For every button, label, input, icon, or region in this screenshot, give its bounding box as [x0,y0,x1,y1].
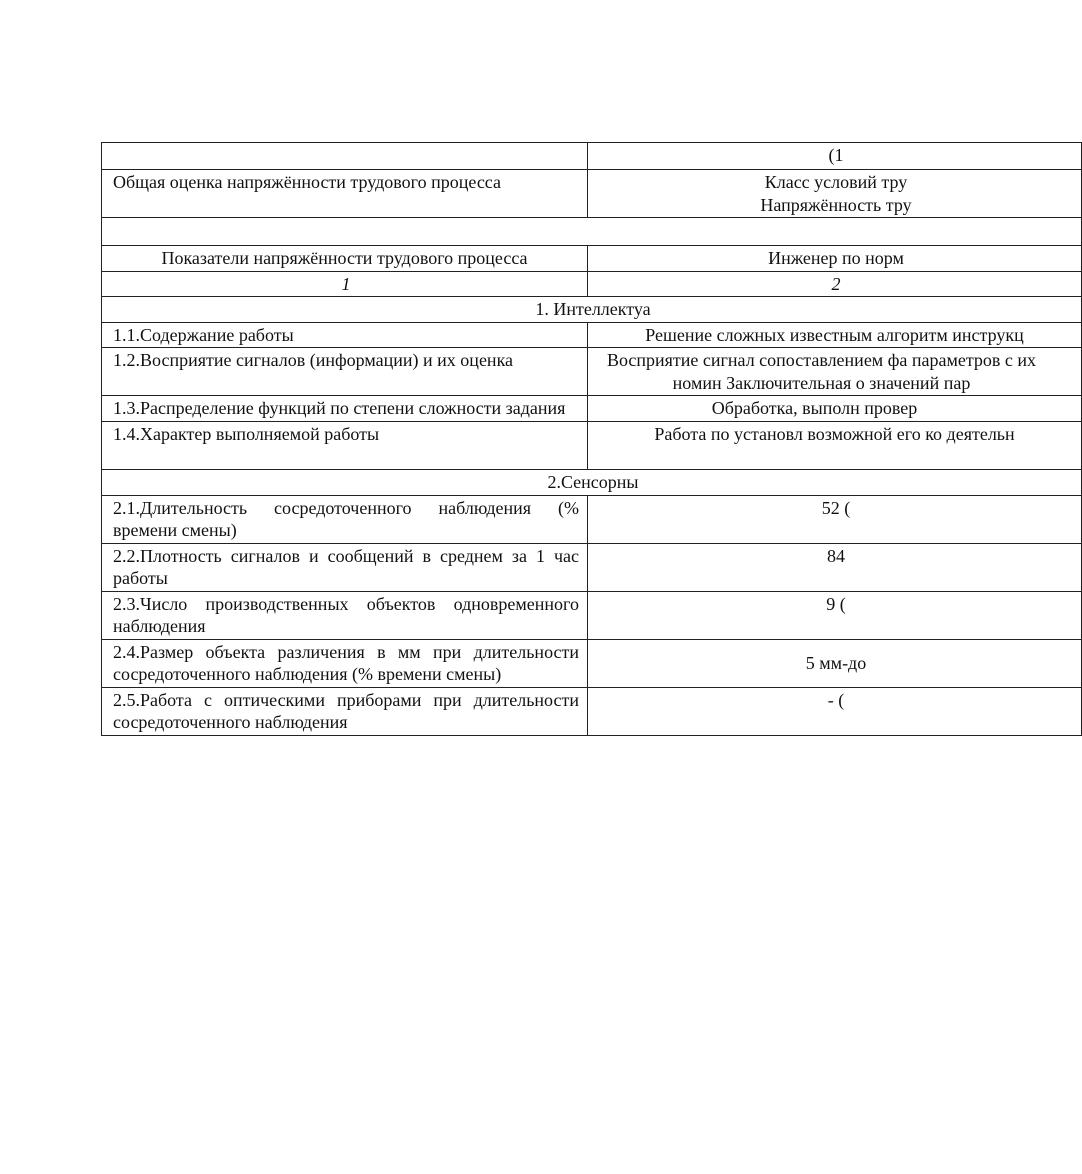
indicator-value: 52 ( [588,495,1082,543]
indicator-value: 5 мм-до [588,639,1082,687]
indicator-label: 2.5.Работа с оптическими приборами при длительности сосредоточенного наблюдения [102,687,588,735]
column-number: 1 [102,271,588,297]
general-assessment-label: Общая оценка напряжённости трудового процесса [102,170,588,218]
top-right-cell: (1 [588,143,1082,170]
table-row [102,639,1082,687]
section-title: 2.Сенсорны [102,470,1082,496]
indicator-label: 1.2.Восприятие сигналов (информации) и их оценка [102,348,588,396]
indicator-label: 1.3.Распределение функций по степени сложности задания [102,396,588,422]
header-col1: Показатели напряжённости трудового процесса [102,246,588,272]
table-row [102,348,1082,396]
indicator-label: 1.1.Содержание работы [102,322,588,348]
empty-cell [102,143,588,170]
table-row [102,495,1082,543]
indicator-label: 2.4.Размер объекта различения в мм при длительности сосредоточенного наблюдения (% времени смены) [102,639,588,687]
table-row [102,218,1082,246]
indicator-value: Решение сложных известным алгоритм инструкц [588,322,1082,348]
column-numbers-row [102,271,1082,297]
table-row [102,396,1082,422]
assessment-line: Класс условий тру [764,172,908,192]
section-row [102,297,1082,323]
working-conditions-table [101,142,1082,736]
indicator-value: Обработка, выполн провер [588,396,1082,422]
general-assessment-value [588,170,1082,218]
column-number: 2 [588,271,1082,297]
table-header-row [102,246,1082,272]
table-row [102,322,1082,348]
header-col2: Инженер по норм [588,246,1082,272]
assessment-line: Напряжённость тру [760,194,912,215]
indicator-value: - ( [588,687,1082,735]
indicator-value: Восприятие сигнал сопоставлением фа параметров с их номин Заключительная о значений пар [588,348,1082,396]
indicator-value: Работа по установл возможной его ко деятельн [588,421,1082,470]
spacer-cell [102,218,1082,246]
indicator-value: 9 ( [588,591,1082,639]
section-title: 1. Интеллектуа [102,297,1082,323]
indicator-label: 2.3.Число производственных объектов одновременного наблюдения [102,591,588,639]
indicator-value: 84 [588,543,1082,591]
indicator-label: 1.4.Характер выполняемой работы [102,421,588,470]
section-row [102,470,1082,496]
indicator-label: 2.2.Плотность сигналов и сообщений в среднем за 1 час работы [102,543,588,591]
table-row [102,543,1082,591]
table-row [102,143,1082,170]
table-row [102,591,1082,639]
table-row [102,170,1082,218]
table-row [102,687,1082,735]
table-row [102,421,1082,470]
indicator-label: 2.1.Длительность сосредоточенного наблюдения (% времени смены) [102,495,588,543]
